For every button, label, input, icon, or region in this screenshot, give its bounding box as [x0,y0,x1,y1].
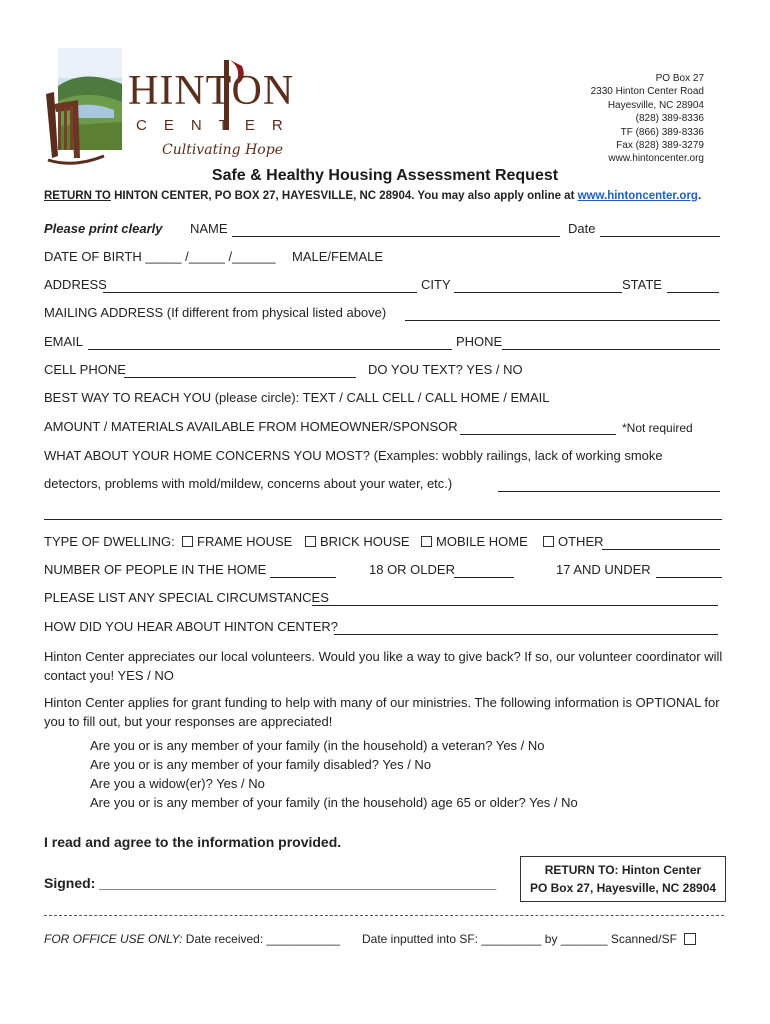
address-line: 2330 Hinton Center Road [590,86,704,98]
office-use-row [44,932,340,946]
date-inputted-text: Date inputted into SF: _________ by _______ Scanned/SF [362,932,677,946]
concerns-label: WHAT ABOUT YOUR HOME CONCERNS YOU MOST? (Examples: wobbly railings, lack of working smoke [44,448,663,463]
email-label: EMAIL [44,334,84,349]
older-field[interactable] [454,577,514,578]
form-title: Safe & Healthy Housing Assessment Request [211,167,559,184]
print-clearly-note: Please print clearly [44,221,163,236]
grant-paragraph: Hinton Center applies for grant funding to help with many of our ministries. The following information is OPTIONAL for you to fill out, but your responses are appreciated! [44,695,720,729]
address-line: Hayesville, NC 28904 [607,99,704,111]
cell-label: CELL PHONE [44,362,126,377]
question-age65[interactable]: Are you or is any member of your family (in the household) age 65 or older? Yes / No [90,795,578,810]
name-label: NAME [190,221,228,236]
date-inputted[interactable] [362,932,700,946]
svg-text:Cultivating Hope: Cultivating Hope [162,142,283,158]
checkbox-icon[interactable] [305,536,316,547]
mailing-label: MAILING ADDRESS (If different from physical listed above) [44,305,387,320]
office-use-label: FOR OFFICE USE ONLY: [44,932,183,946]
date-label: Date [568,221,596,236]
concerns-field[interactable] [498,491,720,492]
phone-label: PHONE [456,334,503,349]
question-widow[interactable]: Are you a widow(er)? Yes / No [90,776,265,791]
return-box-line: PO Box 27, Hayesville, NC 28904 [529,881,717,895]
address-line: PO Box 27 [655,73,704,84]
return-to-box [520,856,726,902]
special-label: PLEASE LIST ANY SPECIAL CIRCUMSTANCES [44,590,329,605]
not-required-note: *Not required [622,421,693,435]
svg-text:CENTER: CENTER [136,117,300,134]
signature-line[interactable]: Signed: ___________________________________________________ [44,875,497,891]
frame-house-option[interactable] [182,534,292,549]
num-people-label: NUMBER OF PEOPLE IN THE HOME [44,562,267,577]
city-label: CITY [421,277,451,292]
question-veteran[interactable]: Are you or is any member of your family (in the household) a veteran? Yes / No [90,738,545,753]
other-field[interactable] [602,549,720,550]
under-label: 17 AND UNDER [556,562,651,577]
address-label: ADDRESS [44,277,107,292]
dwelling-label: TYPE OF DWELLING: [44,534,175,549]
logo-wordmark: HINTON [128,68,295,114]
address-line: Fax (828) 389-3279 [616,140,704,152]
concerns-field-2[interactable] [44,519,722,520]
return-instructions [44,190,701,202]
name-field[interactable] [232,236,560,237]
email-field[interactable] [88,349,452,350]
hear-field[interactable] [334,634,718,635]
amount-label: AMOUNT / MATERIALS AVAILABLE FROM HOMEOWNER/SPONSOR [44,419,458,434]
special-field[interactable] [312,605,718,606]
phone-field[interactable] [502,349,720,350]
divider [44,915,724,916]
gender-field[interactable]: MALE/FEMALE [292,249,384,264]
frame-house-label: FRAME HOUSE [197,534,293,549]
state-field[interactable] [667,292,719,293]
brick-house-label: BRICK HOUSE [320,534,410,549]
dob-field[interactable]: DATE OF BIRTH _____ /_____ /______ [44,249,276,264]
text-question[interactable]: DO YOU TEXT? YES / NO [368,362,523,377]
return-box-line: RETURN TO: Hinton Center [544,863,702,877]
cell-field[interactable] [124,377,356,378]
amount-field[interactable] [460,434,616,435]
agreement-statement: I read and agree to the information provided. [44,834,342,850]
checkbox-icon[interactable] [421,536,432,547]
under-field[interactable] [656,577,722,578]
return-address-text: HINTON CENTER, PO BOX 27, HAYESVILLE, NC 28904. You may also apply online at [110,190,578,202]
mobile-home-option[interactable] [421,534,528,549]
hear-label: HOW DID YOU HEAR ABOUT HINTON CENTER? [44,619,338,634]
brick-house-option[interactable] [305,534,410,549]
checkbox-icon[interactable] [543,536,554,547]
city-field[interactable] [454,292,622,293]
date-field[interactable] [600,236,720,237]
checkbox-icon[interactable] [182,536,193,547]
address-line: (828) 389-8336 [635,113,704,125]
best-way-question[interactable]: BEST WAY TO REACH YOU (please circle): TEXT / CALL CELL / CALL HOME / EMAIL [44,390,550,405]
return-to-label: RETURN TO [44,190,111,202]
website-link[interactable]: www.hintoncenter.org [577,190,698,202]
question-disabled[interactable]: Are you or is any member of your family disabled? Yes / No [90,757,432,772]
num-people-field[interactable] [270,577,336,578]
other-label: OTHER [558,534,604,549]
scanned-checkbox-icon[interactable] [684,933,696,945]
date-received[interactable]: Date received: ___________ [182,932,340,946]
volunteer-paragraph[interactable]: Hinton Center appreciates our local volunteers. Would you like a way to give back? If so, our volunteer coordinator will contact you! YES / NO [44,649,723,683]
address-line: www.hintoncenter.org [608,153,704,165]
hinton-center-logo [44,46,314,166]
address-block [591,72,704,166]
mailing-field[interactable] [405,320,720,321]
state-label: STATE [622,277,662,292]
concerns-label-2: detectors, problems with mold/mildew, concerns about your water, etc.) [44,476,453,491]
address-line: TF (866) 389-8336 [620,126,704,138]
address-field[interactable] [103,292,417,293]
logo-image [44,46,314,166]
other-option[interactable] [543,534,604,549]
mobile-home-label: MOBILE HOME [436,534,528,549]
return-suffix: . [697,190,702,202]
older-label: 18 OR OLDER [369,562,455,577]
